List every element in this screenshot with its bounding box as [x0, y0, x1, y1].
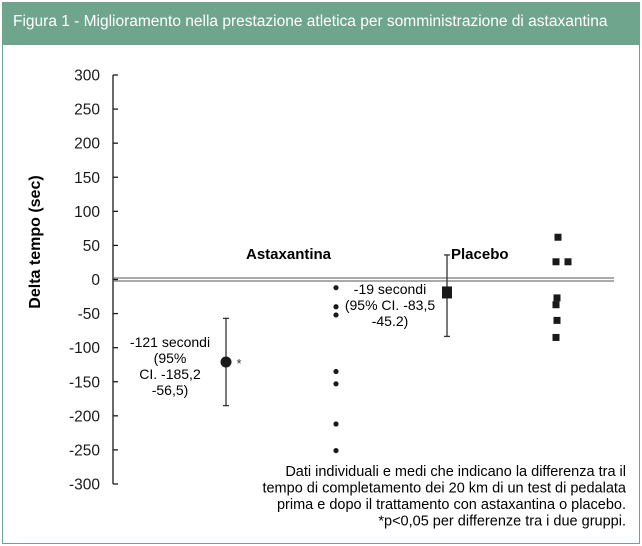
- mean-annotation-line: -19 secondi: [353, 281, 427, 297]
- individual-point: [553, 258, 560, 265]
- individual-point: [555, 234, 562, 241]
- y-axis: [27, 68, 118, 494]
- y-tick-label: -300: [68, 476, 100, 494]
- y-tick-label: 200: [74, 135, 100, 153]
- y-tick-label: 150: [74, 169, 100, 187]
- individual-point: [333, 421, 338, 426]
- caption-line: prima e dopo il trattamento con astaxantina o placebo.: [276, 497, 626, 513]
- group-label-astaxantina: Astaxantina: [246, 246, 332, 263]
- y-tick-label: -200: [68, 408, 100, 426]
- caption-line: Dati individuali e medi che indicano la differenza tra il: [285, 464, 626, 480]
- chart-labels: [130, 246, 627, 530]
- individual-point: [333, 369, 338, 374]
- mean-annotation-line: -56,5): [151, 382, 189, 398]
- mean-point: [221, 356, 232, 367]
- mean-annotation-line: (95%: [153, 350, 187, 366]
- individual-point: [333, 448, 338, 453]
- group-label-placebo: Placebo: [451, 246, 509, 263]
- individual-point: [333, 285, 338, 290]
- individual-point: [553, 334, 560, 341]
- individual-point: [553, 301, 560, 308]
- y-tick-label: 50: [82, 237, 100, 255]
- y-tick-label: -50: [77, 306, 100, 324]
- individual-point: [333, 304, 338, 309]
- individual-point: [565, 258, 572, 265]
- mean-annotation-line: (95% CI. -83,5: [344, 297, 436, 313]
- caption-line: *p<0,05 per differenze tra i due gruppi.: [378, 513, 626, 530]
- y-axis-label: Delta tempo (sec): [27, 175, 44, 309]
- mean-point: [442, 286, 452, 298]
- mean-annotation-line: -45.2): [371, 313, 409, 329]
- significance-marker: *: [236, 355, 242, 371]
- y-tick-label: -250: [68, 442, 100, 460]
- y-tick-label: -100: [68, 340, 100, 358]
- y-tick-label: 300: [74, 67, 100, 85]
- chart-marks: [221, 234, 572, 453]
- mean-annotation-line: CI. -185,2: [139, 366, 201, 382]
- figure-title: Figura 1 - Miglioramento nella prestazione atletica per somministrazione di astaxantina: [13, 13, 608, 30]
- caption-line: tempo di completamento dei 20 km di un test di pedalata: [262, 480, 626, 497]
- individual-point: [333, 312, 338, 317]
- mean-annotation-line: -121 secondi: [129, 334, 211, 350]
- y-tick-label: 0: [91, 272, 100, 289]
- individual-point: [333, 381, 338, 386]
- individual-point: [554, 294, 561, 301]
- y-tick-label: 250: [74, 101, 100, 119]
- y-tick-label: 100: [74, 203, 100, 221]
- individual-point: [554, 317, 561, 324]
- y-tick-label: -150: [68, 374, 100, 392]
